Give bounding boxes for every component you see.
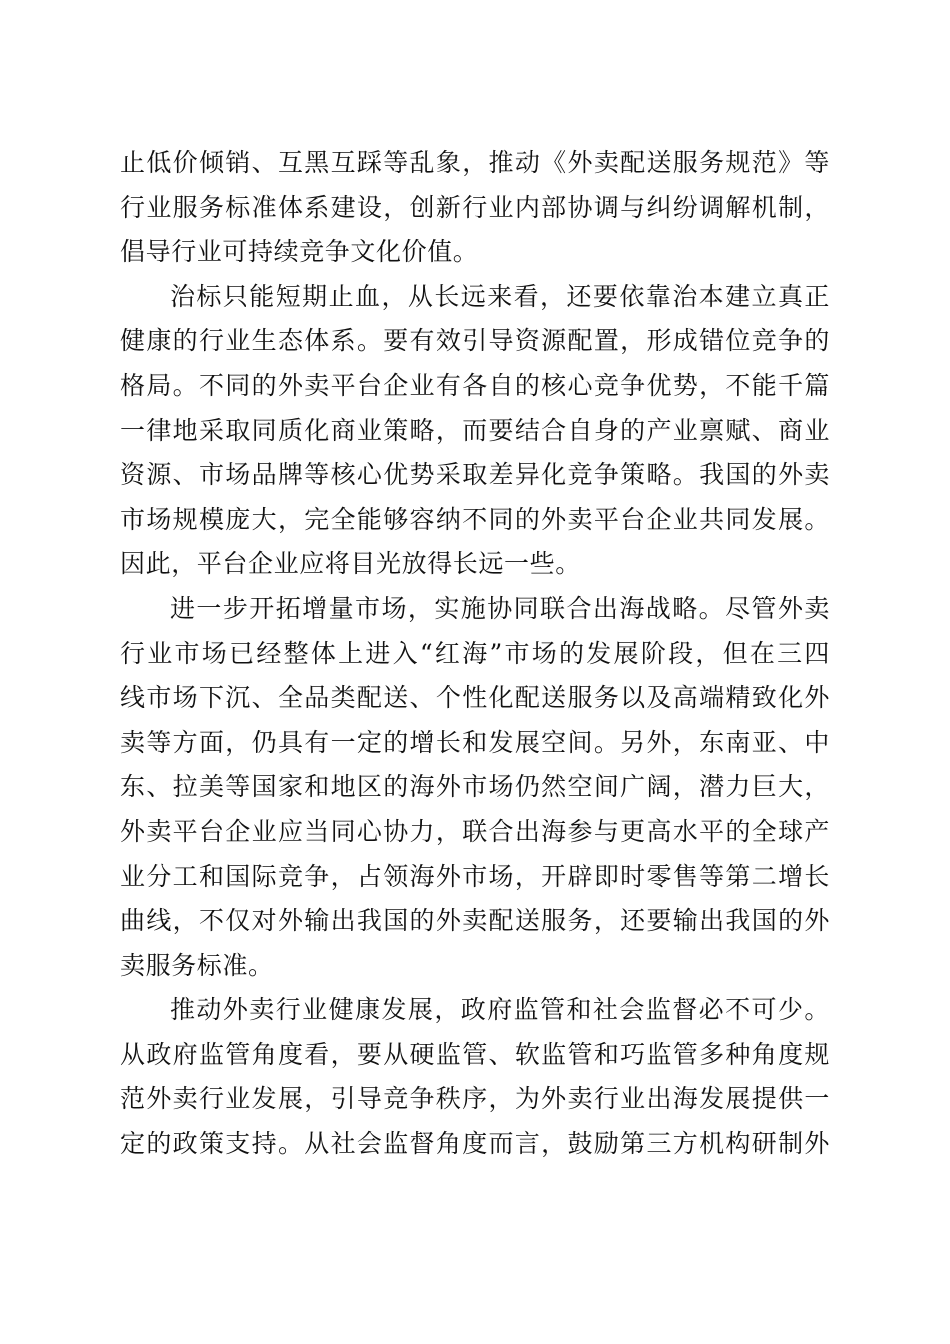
text-line: 进一步开拓增量市场，实施协同联合出海战略。尽管外卖 [170, 593, 830, 623]
text-line: 行业市场已经整体上进入“红海”市场的发展阶段，但在三四 [120, 638, 830, 668]
text-line: 卖服务标准。 [120, 950, 274, 980]
text-line: 格局。不同的外卖平台企业有各自的核心竞争优势，不能千篇 [120, 370, 830, 400]
document-body [120, 141, 830, 1167]
text-line: 曲线，不仅对外输出我国的外卖配送服务，还要输出我国的外 [120, 906, 830, 936]
text-line: 治标只能短期止血，从长远来看，还要依靠治本建立真正 [170, 281, 830, 311]
text-line: 东、拉美等国家和地区的海外市场仍然空间广阔，潜力巨大， [120, 772, 830, 802]
text-line: 线市场下沉、全品类配送、个性化配送服务以及高端精致化外 [120, 683, 830, 713]
text-line: 行业服务标准体系建设，创新行业内部协调与纠纷调解机制， [120, 192, 830, 222]
text-line: 一律地采取同质化商业策略，而要结合自身的产业禀赋、商业 [120, 415, 830, 445]
text-line: 健康的行业生态体系。要有效引导资源配置，形成错位竞争的 [120, 326, 830, 356]
text-line: 卖等方面，仍具有一定的增长和发展空间。另外，东南亚、中 [120, 727, 830, 757]
text-line: 定的政策支持。从社会监督角度而言，鼓励第三方机构研制外 [120, 1129, 830, 1159]
text-line: 市场规模庞大，完全能够容纳不同的外卖平台企业共同发展。 [120, 504, 830, 534]
text-line: 因此，平台企业应将目光放得长远一些。 [120, 549, 581, 579]
text-line: 止低价倾销、互黑互踩等乱象，推动《外卖配送服务规范》等 [120, 148, 830, 177]
text-line: 推动外卖行业健康发展，政府监管和社会监督必不可少。 [170, 995, 830, 1025]
text-line: 范外卖行业发展，引导竞争秩序，为外卖行业出海发展提供一 [120, 1084, 830, 1114]
text-line: 外卖平台企业应当同心协力，联合出海参与更高水平的全球产 [120, 816, 830, 846]
text-line: 倡导行业可持续竞争文化价值。 [120, 237, 479, 267]
text-line: 资源、市场品牌等核心优势采取差异化竞争策略。我国的外卖 [120, 460, 830, 490]
text-line: 从政府监管角度看，要从硬监管、软监管和巧监管多种角度规 [120, 1039, 830, 1069]
text-line: 业分工和国际竞争，占领海外市场，开辟即时零售等第二增长 [120, 861, 830, 891]
